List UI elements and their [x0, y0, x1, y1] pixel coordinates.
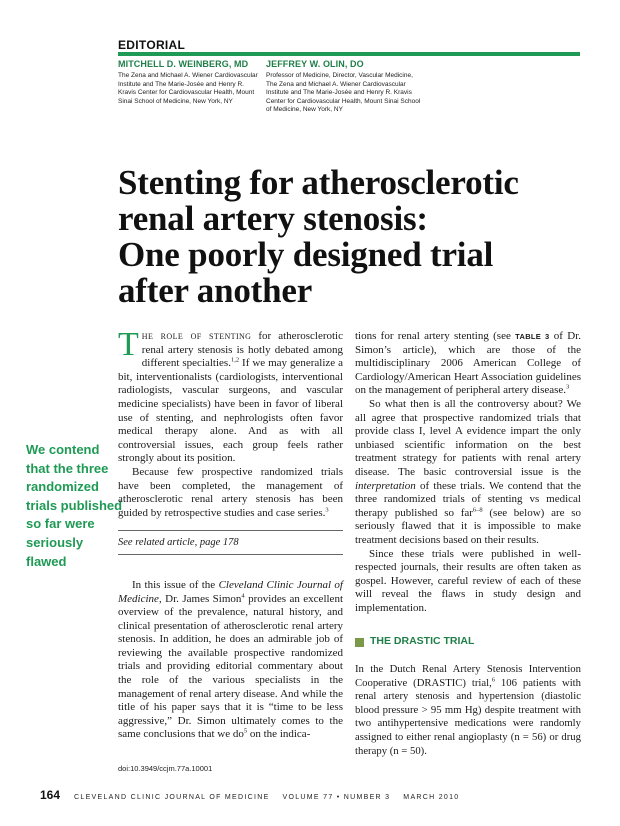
body-paragraph — [355, 398, 581, 548]
affiliation-line: Professor of Medicine, Director, Vascular Medicine, — [266, 72, 413, 79]
affiliation-line: Kravis Center for Cardiovascular Health, Mount — [118, 89, 255, 97]
body-paragraph — [355, 330, 581, 398]
article-title — [118, 165, 588, 309]
author-name: JEFFREY W. OLIN, DO — [266, 59, 364, 69]
citation-ref: 4 — [241, 591, 245, 599]
affiliation-line: The Zena and Michael A. Wiener Cardiovascular — [118, 72, 258, 79]
pull-quote-line: We contend — [26, 442, 100, 457]
page-footer — [40, 788, 460, 802]
pull-quote-line: seriously — [26, 534, 84, 550]
citation-ref: 6 — [491, 676, 496, 684]
citation-ref: 5 — [243, 727, 248, 735]
body-text: In this issue of the — [132, 578, 219, 591]
author-affiliation — [266, 72, 436, 115]
drop-cap: T — [118, 326, 139, 363]
affiliation-line: Institute and The Marie-Josée and Henry R. Kravis — [266, 89, 412, 97]
pull-quote-line: that the three — [26, 460, 109, 476]
body-text: 106 patients with renal artery stenosis and hypertension (diastolic blood pressure > 95 mm Hg) despite treatment with two antihypertensive medications were randomly assigned to either renal angioplasty (n = 56) or drug therapy (n = 50). — [355, 676, 581, 757]
section-heading-text: THE DRASTIC TRIAL — [370, 635, 475, 648]
body-paragraph — [118, 466, 343, 520]
body-text: In the Dutch Renal Artery Stenosis Intervention Cooperative (DRASTIC) trial, — [355, 663, 581, 689]
pull-quote — [26, 441, 123, 571]
lead-in: he role of stenting — [141, 330, 252, 342]
affiliation-line: The Zena and Michael A. Wiener Cardiovascular — [266, 80, 406, 88]
pull-quote-line: so far were — [26, 516, 95, 532]
see-related-article[interactable]: See related article, page 178 — [118, 530, 343, 555]
title-line: after another — [118, 271, 313, 310]
citation-ref: 3 — [325, 506, 329, 514]
title-line: renal artery stenosis: — [118, 199, 428, 238]
body-text: Because few prospective randomized trials have been completed, the management of atherosclerotic renal artery stenosis has been guided by retrospective studies and case series. — [118, 465, 343, 519]
body-text: (see below) are so seriously flawed that it is impossible to make treatment decisions based on their results. — [355, 506, 581, 546]
body-text: on the indica- — [247, 728, 311, 741]
affiliation-line: Sinai School of Medicine, New York, NY — [118, 97, 233, 105]
citation-ref: 1,2 — [230, 356, 240, 364]
title-line: One poorly designed trial — [118, 235, 494, 274]
author-block-1 — [118, 59, 268, 106]
body-text: So what then is all the controversy about? We all agree that prospective randomized trials that provide class I, level A evidence impart the only unbiased scientific information on the best treatment strategy for patients with renal artery disease. The basic controversial issue is the — [355, 397, 581, 478]
section-rule — [118, 52, 580, 56]
author-affiliation — [118, 72, 268, 106]
body-text: of these trials. We contend that the three randomized trials of stenting vs medical therapy published so far — [355, 479, 581, 519]
affiliation-line: of Medicine, New York, NY — [266, 106, 343, 114]
body-text: tions for renal artery stenting (see — [355, 330, 516, 342]
body-text: for atherosclerotic renal artery stenosis is hotly debated among different specialties. — [141, 330, 343, 370]
body-paragraph — [118, 326, 343, 466]
body-text: , Dr. James Simon — [158, 592, 242, 605]
page-number: 164 — [40, 788, 61, 802]
affiliation-line: Center for Cardiovascular Health, Mount Sinai School — [266, 97, 421, 105]
journal-name: Cleveland Clinic Journal of Medicine — [118, 578, 343, 605]
body-text: If we may generalize a bit, interventionalists (cardiologists, interventional radiologists, vascular surgeons, and vascular medicine specialists) have been in favor of liberal use of stenting, and nephrologists often favor medical therapy alone. And as with all controversial issues, each group feels rather strongly about its position. — [118, 357, 343, 465]
author-block-2 — [266, 59, 436, 115]
body-paragraph — [118, 579, 343, 742]
title-line: Stenting for atherosclerotic — [118, 163, 519, 202]
body-text: of Dr. Simon’s article), which are those of the multidisciplinary 2006 American College of Cardiology/American Heart Association guidelines on the management of peripheral artery disease. — [355, 330, 581, 397]
citation-ref: 3 — [566, 383, 570, 391]
body-text: provides an excellent overview of the prevalence, natural history, and clinical presentation of atherosclerotic renal artery stenosis. In addition, he does an admirable job of reviewing the available prospective randomized trials and providing editorial commentary about the role of the various specialists in the management of renal artery disease. And while the title of his paper says that it is “time to be less aggressive,” Dr. Simon ultimately comes to the same conclusions that we do — [118, 592, 343, 741]
body-text-italic: interpretation — [355, 479, 416, 492]
body-column-right — [355, 330, 581, 758]
journal-info: CLEVELAND CLINIC JOURNAL OF MEDICINE VOLUME 77 • NUMBER 3 MARCH 2010 — [74, 794, 460, 801]
section-heading — [355, 635, 581, 649]
section-label: EDITORIAL — [118, 38, 186, 52]
affiliation-line: Institute and The Marie-Josée and Henry R. — [118, 80, 244, 88]
pull-quote-line: randomized — [26, 479, 99, 495]
pull-quote-line: flawed — [26, 553, 67, 569]
table-reference: TABLE 3 — [515, 332, 550, 341]
author-name: MITCHELL D. WEINBERG, MD — [118, 59, 249, 69]
citation-ref: 6–8 — [472, 506, 483, 514]
body-paragraph: Since these trials were published in well-respected journals, their results are often taken as gospel. However, careful review of each of these will reveal the flaws in study design and implementation. — [355, 547, 581, 614]
body-paragraph — [355, 663, 581, 758]
pull-quote-line: trials published — [26, 497, 123, 513]
square-bullet-icon — [355, 638, 364, 647]
body-column-left — [118, 326, 343, 742]
doi: doi:10.3949/ccjm.77a.10001 — [118, 764, 213, 773]
